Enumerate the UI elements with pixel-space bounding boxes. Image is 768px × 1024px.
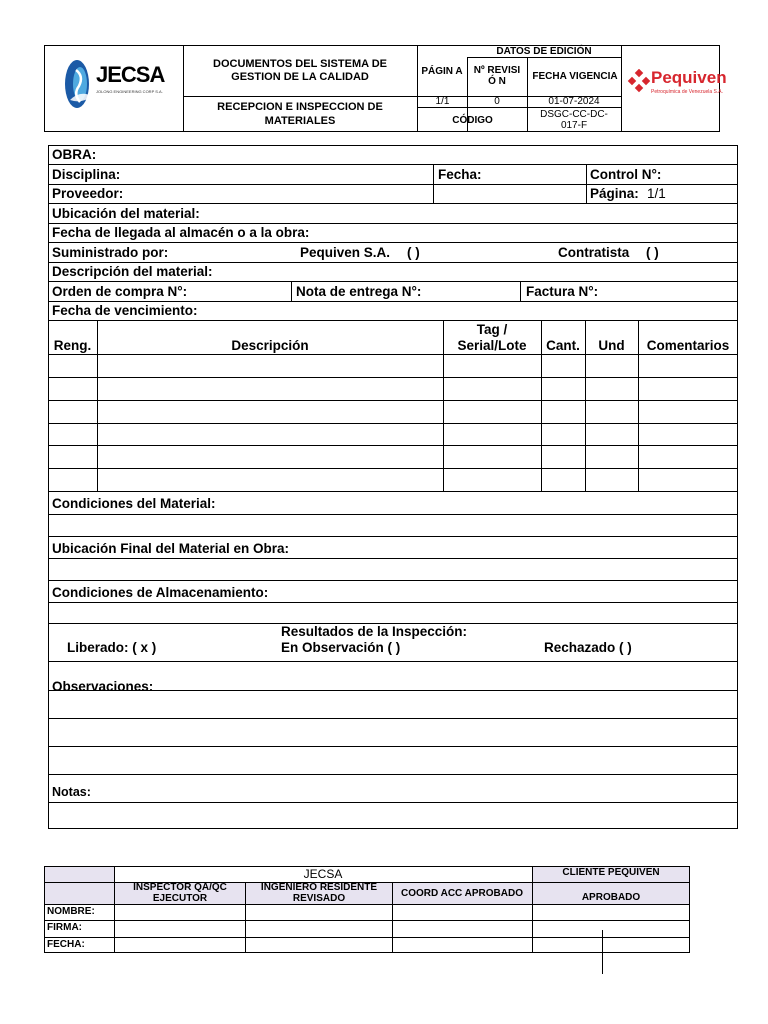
observacion-option[interactable]: En Observación ( ) (281, 640, 401, 655)
contratista-option: Contratista (558, 245, 630, 260)
col-und: Und (598, 337, 625, 353)
pequiven-logo (627, 63, 727, 103)
datos-edicion-label: DATOS DE EDICIÓN (496, 45, 592, 57)
factura-label: Factura N°: (526, 284, 599, 299)
jecsa-logo-text: JECSA (96, 62, 165, 87)
proveedor-label: Proveedor: (52, 186, 124, 201)
col-tag-serial: Tag / Serial/Lote (457, 321, 527, 353)
doc-system-title: DOCUMENTOS DEL SISTEMA DE GESTION DE LA CALIDAD (213, 58, 387, 83)
fecha-llegada-label: Fecha de llegada al almacén o a la obra: (52, 225, 310, 240)
col-comentarios: Comentarios (646, 337, 730, 353)
control-label: Control N°: (590, 167, 662, 182)
pagina-field-value: 1/1 (647, 186, 666, 201)
rechazado-option[interactable]: Rechazado ( ) (544, 640, 632, 655)
codigo-label: CÓDIGO (452, 114, 493, 126)
coord-column-header: COORD ACC APROBADO (400, 887, 524, 899)
disciplina-label: Disciplina: (52, 167, 121, 182)
pen-stroke (602, 930, 603, 974)
col-descripcion: Descripción (231, 337, 309, 353)
inspector-column-header: INSPECTOR QA/QC EJECUTOR (133, 882, 227, 904)
form-title: RECEPCION E INSPECCION DE MATERIALES (217, 100, 383, 127)
revision-value: 0 (494, 96, 500, 107)
codigo-value: DSGC-CC-DC-017-F (540, 109, 608, 131)
col-cant: Cant. (546, 337, 580, 353)
fecha-label: Fecha: (438, 167, 482, 182)
descripcion-material-label: Descripción del material: (52, 264, 213, 279)
pagina-label: PÁGIN A (421, 65, 463, 77)
jecsa-logo-subtext: JOLONG ENGINEERING CORP S.A. (96, 89, 163, 94)
cliente-column-header: CLIENTE PEQUIVEN (562, 866, 660, 878)
revision-label: Nº REVISIÓ N (473, 65, 521, 87)
suministrado-label: Suministrado por: (52, 245, 169, 260)
ubicacion-final-label: Ubicación Final del Material en Obra: (52, 541, 290, 556)
pequiven-checkbox[interactable]: ( ) (407, 245, 420, 260)
ingeniero-column-header: INGENIERO RESIDENTE REVISADO (260, 882, 378, 904)
firma-row-label: FIRMA: (47, 922, 82, 933)
liberado-option[interactable]: Liberado: ( x ) (67, 640, 157, 655)
fecha-vencimiento-label: Fecha de vencimiento: (52, 303, 198, 318)
observaciones-label: Observaciones: (52, 679, 154, 694)
fecha-vigencia-label: FECHA VIGENCIA (532, 70, 618, 82)
condiciones-label: Condiciones del Material: (52, 496, 216, 511)
col-reng: Reng. (53, 337, 92, 353)
fecha-vigencia-value: 01-07-2024 (548, 96, 600, 107)
pagina-field-label: Página: (590, 186, 639, 201)
jecsa-column-header: JECSA (303, 867, 343, 881)
pagina-value: 1/1 (435, 96, 450, 107)
pequiven-logo-subtext: Petroquímica de Venezuela S.A. (651, 89, 723, 95)
ubicacion-label: Ubicación del material: (52, 206, 200, 221)
pequiven-option: Pequiven S.A. (300, 245, 391, 260)
fecha-row-label: FECHA: (47, 939, 85, 950)
obra-label: OBRA: (52, 147, 97, 162)
notas-label: Notas: (52, 785, 91, 799)
orden-compra-label: Orden de compra N°: (52, 284, 188, 299)
contratista-checkbox[interactable]: ( ) (646, 245, 659, 260)
pequiven-logo-text: Pequiven (651, 68, 727, 87)
jecsa-logo (62, 56, 172, 112)
nombre-row-label: NOMBRE: (47, 906, 95, 917)
resultados-label: Resultados de la Inspección: (281, 624, 468, 639)
nota-entrega-label: Nota de entrega N°: (296, 284, 422, 299)
almacenamiento-label: Condiciones de Almacenamiento: (52, 585, 269, 600)
aprobado-column-header: APROBADO (581, 891, 641, 903)
